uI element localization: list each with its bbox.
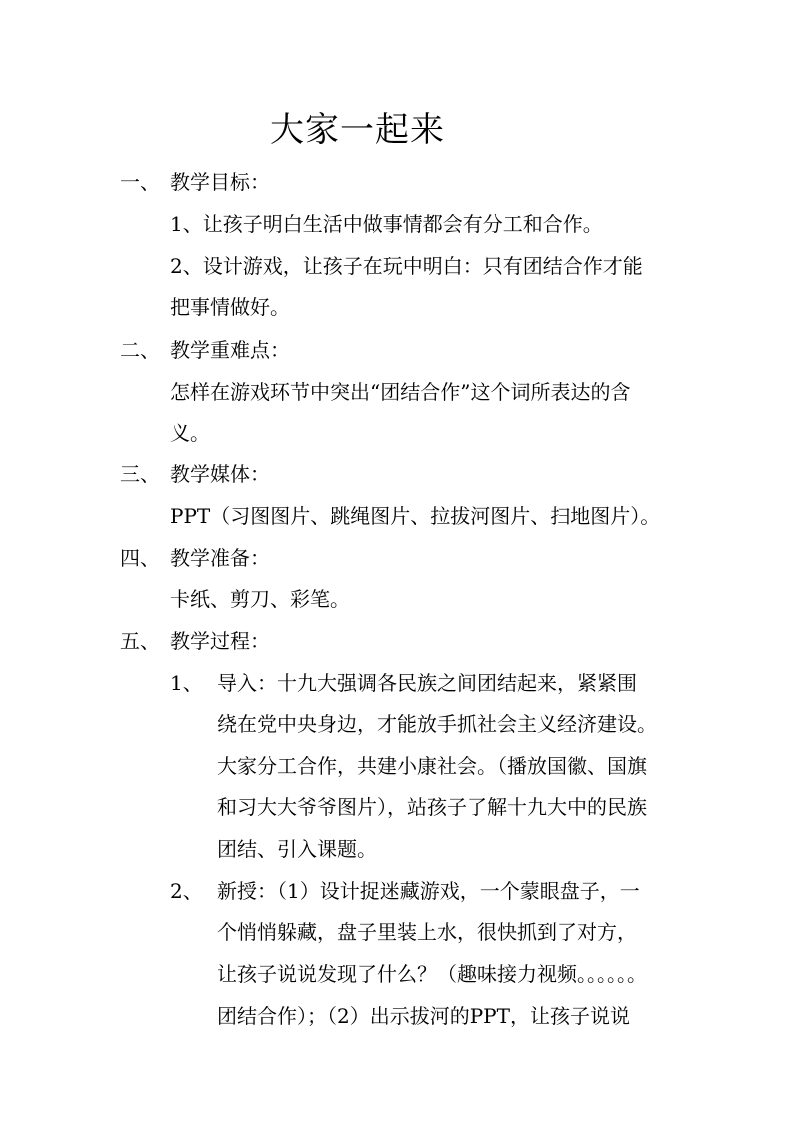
section-heading: 教学重难点： <box>170 338 290 362</box>
section-text-line: 卡纸、剪刀、彩笔。 <box>170 587 350 611</box>
document-title: 大家一起来 <box>270 110 445 150</box>
section-number: 二、 <box>120 338 160 362</box>
section-number: 五、 <box>120 629 160 653</box>
process-text-line: 和习大大爷爷图片），站孩子了解十九大中的民族 <box>217 795 647 819</box>
process-text-line: 让孩子说说发现了什么？（趣味接力视频。。。。。。 <box>217 962 647 986</box>
section-text-line: 把事情做好。 <box>170 295 290 319</box>
section-text-line: 义。 <box>170 421 210 445</box>
section-number: 四、 <box>120 546 160 570</box>
section-heading: 教学目标： <box>170 170 270 194</box>
section-text-line: 1、让孩子明白生活中做事情都会有分工和合作。 <box>170 212 603 236</box>
section-text-line: 怎样在游戏环节中突出“团结合作”这个词所表达的含 <box>170 380 631 404</box>
section-heading: 教学准备： <box>170 546 270 570</box>
section-heading: 教学媒体： <box>170 462 270 486</box>
section-text-line: PPT（习图图片、跳绳图片、拉拔河图片、扫地图片）。 <box>170 504 661 528</box>
section-number: 三、 <box>120 462 160 486</box>
process-text-line: 绕在党中央身边，才能放手抓社会主义经济建设。 <box>217 712 657 736</box>
section-number: 一、 <box>120 170 160 194</box>
process-step-number: 2、 <box>170 879 203 903</box>
process-text-line: 个悄悄躲藏，盘子里装上水，很快抓到了对方， <box>217 920 637 944</box>
section-heading: 教学过程： <box>170 629 270 653</box>
process-text-line: 团结合作）；（2）出示拔河的PPT，让孩子说说 <box>217 1004 630 1028</box>
process-text-line: 导入：十九大强调各民族之间团结起来，紧紧围 <box>217 671 637 695</box>
process-step-number: 1、 <box>170 671 203 695</box>
process-text-line: 团结、引入课题。 <box>217 837 377 861</box>
process-text-line: 新授：（1）设计捉迷藏游戏，一个蒙眼盘子，一 <box>217 879 640 903</box>
process-text-line: 大家分工合作，共建小康社会。（播放国徽、国旗 <box>217 754 647 778</box>
section-text-line: 2、设计游戏，让孩子在玩中明白：只有团结合作才能 <box>170 254 643 278</box>
